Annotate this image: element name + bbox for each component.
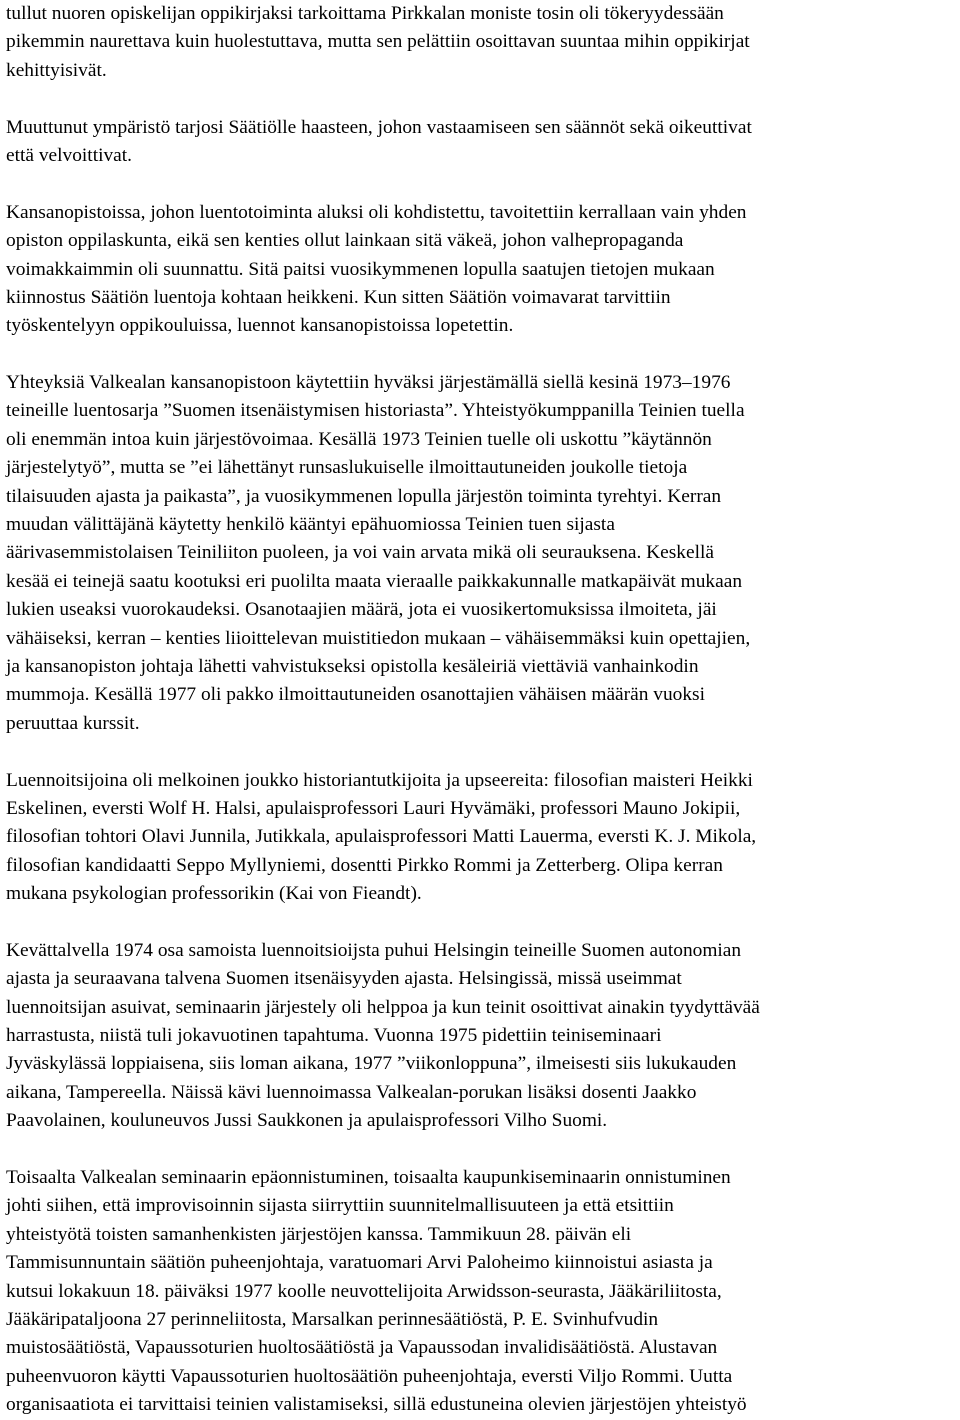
text-line: harrastusta, niistä tuli jokavuotinen tapahtuma. Vuonna 1975 pidettiin teiniseminaari	[6, 1025, 662, 1047]
text-line: tilaisuuden ajasta ja paikasta”, ja vuosikymmenen lopulla järjestön toiminta tyrehtyi. Kerran	[6, 485, 722, 507]
text-line: Jääkäripataljoona 27 perinneliitosta, Marsalkan perinnesäätiöstä, P. E. Svinhufvudin	[6, 1308, 659, 1330]
text-line: Paavolainen, kouluneuvos Jussi Saukkonen ja apulaisprofessori Vilho Suomi.	[6, 1110, 608, 1132]
text-line: Kansanopistoissa, johon luentotoiminta aluksi oli kohdistettu, tavoitettiin kerrallaan vain yhden	[6, 201, 747, 223]
text-line: peruuttaa kurssit.	[6, 712, 140, 734]
text-line: teineille luentosarja ”Suomen itsenäistymisen historiasta”. Yhteistyökumppanilla Teinien tuella	[6, 400, 745, 422]
paragraph-gap	[6, 170, 956, 198]
text-line: mukana psykologian professorikin (Kai von Fieandt).	[6, 883, 422, 905]
text-line: pikemmin naurettava kuin huolestuttava, mutta sen pelättiin osoittavan suuntaa mihin oppikirjat	[6, 31, 750, 53]
paragraph-1	[6, 0, 956, 85]
text-line: tullut nuoren opiskelijan oppikirjaksi tarkoittama Pirkkalan moniste tosin oli tökeryydessään	[6, 3, 724, 24]
text-line: työskentelyyn oppikouluissa, luennot kansanopistoissa lopetettin.	[6, 315, 514, 337]
text-line: filosofian tohtori Olavi Junnila, Jutikkala, apulaisprofessori Matti Lauerma, eversti K. J. Mikola,	[6, 826, 757, 848]
text-line: kiinnostus Säätiön luentoja kohtaan heikkeni. Kun sitten Säätiön voimavarat tarvittiin	[6, 286, 671, 308]
text-line: muudan välittäjänä käytetty henkilö kääntyi epähuomiossa Teinien tuen sijasta	[6, 514, 615, 536]
paragraph-3	[6, 199, 956, 341]
text-line: voimakkaimmin oli suunnattu. Sitä paitsi vuosikymmenen lopulla saatujen tietojen mukaan	[6, 258, 715, 280]
text-line: puheenvuoron käytti Vapaussoturien huoltosäätiön puheenjohtaja, eversti Viljo Rommi. Uutta	[6, 1365, 733, 1387]
text-line: mummoja. Kesällä 1977 oli pakko ilmoittautuneiden osanottajien vähäisen määrän vuoksi	[6, 684, 705, 706]
text-line: Muuttunut ympäristö tarjosi Säätiölle haasteen, johon vastaamiseen sen säännöt sekä oikeuttivat	[6, 116, 752, 138]
text-line: luennoitsijan asuivat, seminaarin järjestely oli helppoa ja kun teinit osoittivat ainakin tyydyttävää	[6, 996, 760, 1018]
text-line: ajasta ja seuraavana talvena Suomen itsenäisyyden ajasta. Helsingissä, missä useimmat	[6, 968, 682, 990]
paragraph-6	[6, 937, 956, 1136]
text-line: kesää ei teinejä saatu kootuksi eri puolilta maata vieraalle paikkakunnalle matkapäivät mukaan	[6, 570, 743, 592]
paragraph-5	[6, 767, 956, 909]
text-line: Tammisunnuntain säätiön puheenjohtaja, varatuomari Arvi Paloheimo kiinnoistui asiasta ja	[6, 1252, 713, 1274]
text-line: Jyväskylässä loppiaisena, siis loman aikana, 1977 ”viikonloppuna”, ilmeisesti siis lukukauden	[6, 1053, 737, 1075]
paragraph-4	[6, 369, 956, 738]
text-line: aikana, Tampereella. Näissä kävi luennoimassa Valkealan-porukan lisäksi dosenti Jaakko	[6, 1081, 697, 1103]
text-line: muistosäätiöstä, Vapaussoturien huoltosäätiöstä ja Vapaussodan invalidisäätiöstä. Alustavan	[6, 1337, 718, 1359]
paragraph-gap	[6, 1136, 956, 1164]
text-line: kehittyisivät.	[6, 59, 107, 81]
text-line: vähäiseksi, kerran – kenties liioittelevan muistitiedon mukaan – vähäisemmäksi kuin opettajien,	[6, 627, 751, 649]
text-line: Eskelinen, eversti Wolf H. Halsi, apulaisprofessori Lauri Hyvämäki, professori Mauno Jokipii,	[6, 797, 741, 819]
text-line: johti siihen, että improvisoinnin sijasta siirryttiin suunnitelmallisuuteen ja että etsittiin	[6, 1195, 674, 1217]
text-line: organisaatiota ei tarvittaisi teinien valistamiseksi, sillä edustuneina olevien järjestöjen yhteistyö	[6, 1394, 747, 1416]
text-line: Yhteyksiä Valkealan kansanopistoon käytettiin hyväksi järjestämällä siellä kesinä 1973–1976	[6, 372, 731, 394]
text-line: ja kansanopiston johtaja lähetti vahvistukseksi opistolla kesäleiriä viettäviä vanhainkodin	[6, 655, 699, 677]
text-line: Kevättalvella 1974 osa samoista luennoitsioijsta puhui Helsingin teineille Suomen autonomian	[6, 939, 742, 961]
paragraph-gap	[6, 85, 956, 113]
text-line: äärivasemmistolaisen Teiniliiton puoleen, ja voi vain arvata mikä oli seurauksena. Keskellä	[6, 542, 714, 564]
paragraph-7	[6, 1164, 956, 1420]
paragraph-gap	[6, 341, 956, 369]
text-line: filosofian kandidaatti Seppo Myllyniemi, dosentti Pirkko Rommi ja Zetterberg. Olipa kerran	[6, 854, 723, 876]
text-line: että velvoittivat.	[6, 144, 133, 166]
paragraph-gap	[6, 738, 956, 766]
text-line: kutsui lokakuun 18. päiväksi 1977 koolle neuvottelijoita Arwidsson-seurasta, Jääkäriliitosta,	[6, 1280, 722, 1302]
document-page	[6, 0, 956, 1420]
text-line: oli enemmän intoa kuin järjestövoimaa. Kesällä 1973 Teinien tuelle oli uskottu ”käytännön	[6, 428, 712, 450]
text-line: lukien useaksi vuorokaudeksi. Osanotaajien määrä, jota ei vuosikertomuksissa ilmoiteta, jäi	[6, 599, 717, 621]
text-line: opiston oppilaskunta, eikä sen kenties ollut lainkaan sitä väkeä, johon valhepropaganda	[6, 230, 684, 252]
paragraph-gap	[6, 909, 956, 937]
text-line: Luennoitsijoina oli melkoinen joukko historiantutkijoita ja upseereita: filosofian maisteri Heikki	[6, 769, 753, 791]
paragraph-2	[6, 114, 956, 171]
text-line: Toisaalta Valkealan seminaarin epäonnistuminen, toisaalta kaupunkiseminaarin onnistuminen	[6, 1167, 731, 1189]
text-line: järjestelytyö”, mutta se ”ei lähettänyt runsaslukuiselle ilmoittautuneiden joukolle tietoja	[6, 457, 688, 479]
text-line: yhteistyötä toisten samanhenkisten järjestöjen kanssa. Tammikuun 28. päivän eli	[6, 1223, 632, 1245]
